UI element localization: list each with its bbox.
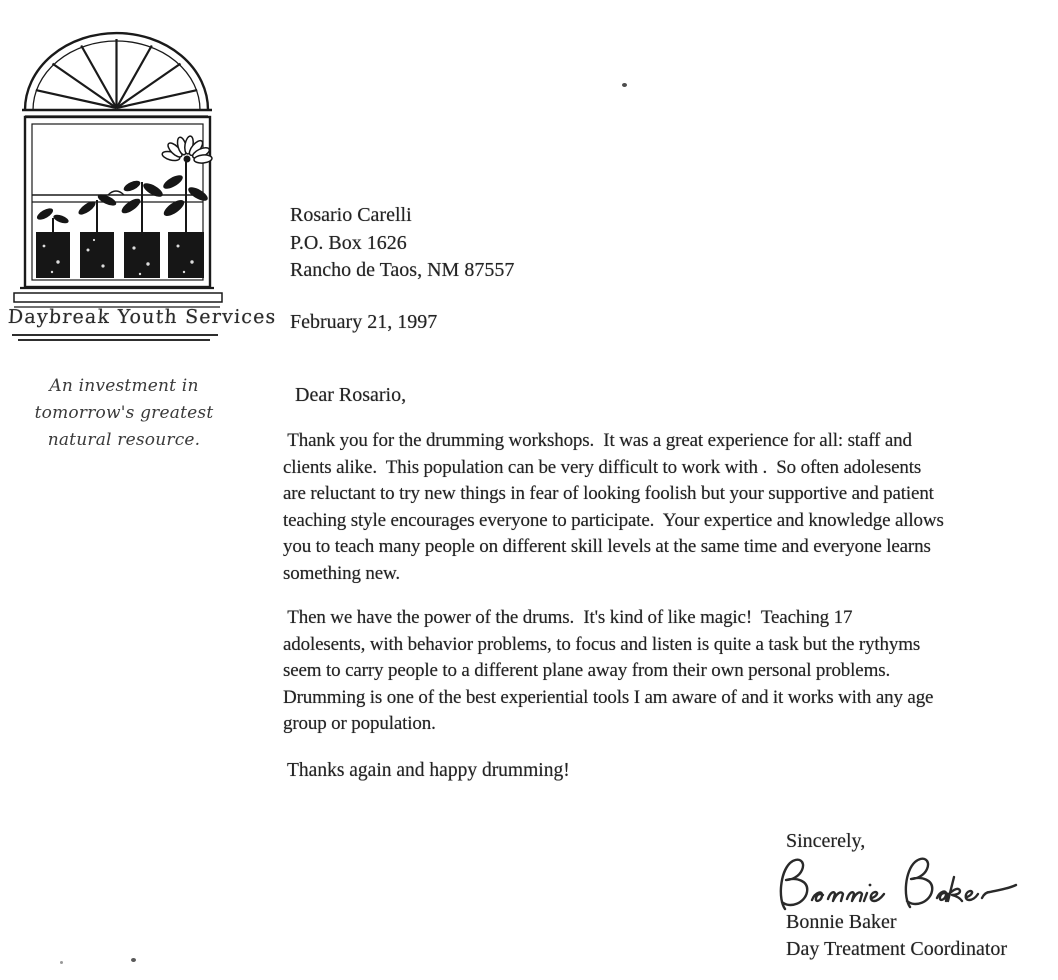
body-line: are reluctant to try new things in fear of looking foolish but your supportive and patient: [283, 483, 934, 505]
body-line: Thank you for the drumming workshops. It was a great experience for all: staff and: [283, 430, 912, 451]
signoff: Sincerely,: [786, 830, 866, 852]
logo-caption: Daybreak Youth Services: [7, 306, 278, 328]
body-line: adolesents, with behavior problems, to focus and listen is quite a task but the rythyms: [283, 633, 921, 655]
letter-date: February 21, 1997: [290, 311, 438, 333]
body-line: Drumming is one of the best experiential tools I am aware of and it works with any age: [283, 686, 934, 708]
tagline-line: tomorrow's greatest: [34, 403, 214, 423]
paragraph-1: [283, 428, 944, 588]
address-line: Rosario Carelli: [290, 204, 412, 226]
signature-block: [786, 828, 1020, 963]
body-line: Then we have the power of the drums. It's kind of like magic! Teaching 17: [283, 607, 853, 628]
scan-speck: [60, 961, 63, 964]
tagline-line: natural resource.: [47, 430, 201, 450]
body-line: seem to carry people to a different plane away from their own personal problems.: [283, 660, 891, 682]
body-line: something new.: [283, 562, 400, 584]
paragraph-2: [283, 605, 933, 738]
body-line: group or population.: [283, 713, 436, 735]
body-line: you to teach many people on different skill levels at the same time and everyone learns: [283, 536, 931, 558]
body-line: teaching style encourages everyone to participate. Your expertice and knowledge allows: [283, 509, 944, 531]
closing-line: Thanks again and happy drumming!: [287, 760, 570, 781]
recipient-address: [290, 202, 514, 285]
body-line: clients alike. This population can be very difficult to work with . So often adolesents: [283, 456, 922, 478]
address-line: P.O. Box 1626: [290, 231, 407, 254]
typed-title: Day Treatment Coordinator: [786, 938, 1008, 960]
typed-name: Bonnie Baker: [786, 911, 897, 933]
address-line: Rancho de Taos, NM 87557: [290, 259, 515, 281]
logo-tagline: [24, 373, 224, 454]
logo-underline: [18, 339, 210, 341]
window-plants-illustration-icon: [8, 22, 226, 312]
logo-underline: [12, 334, 218, 336]
scan-speck: [622, 83, 627, 87]
salutation: Dear Rosario,: [295, 384, 407, 406]
scan-speck: [131, 958, 136, 962]
tagline-line: An investment in: [49, 376, 199, 396]
